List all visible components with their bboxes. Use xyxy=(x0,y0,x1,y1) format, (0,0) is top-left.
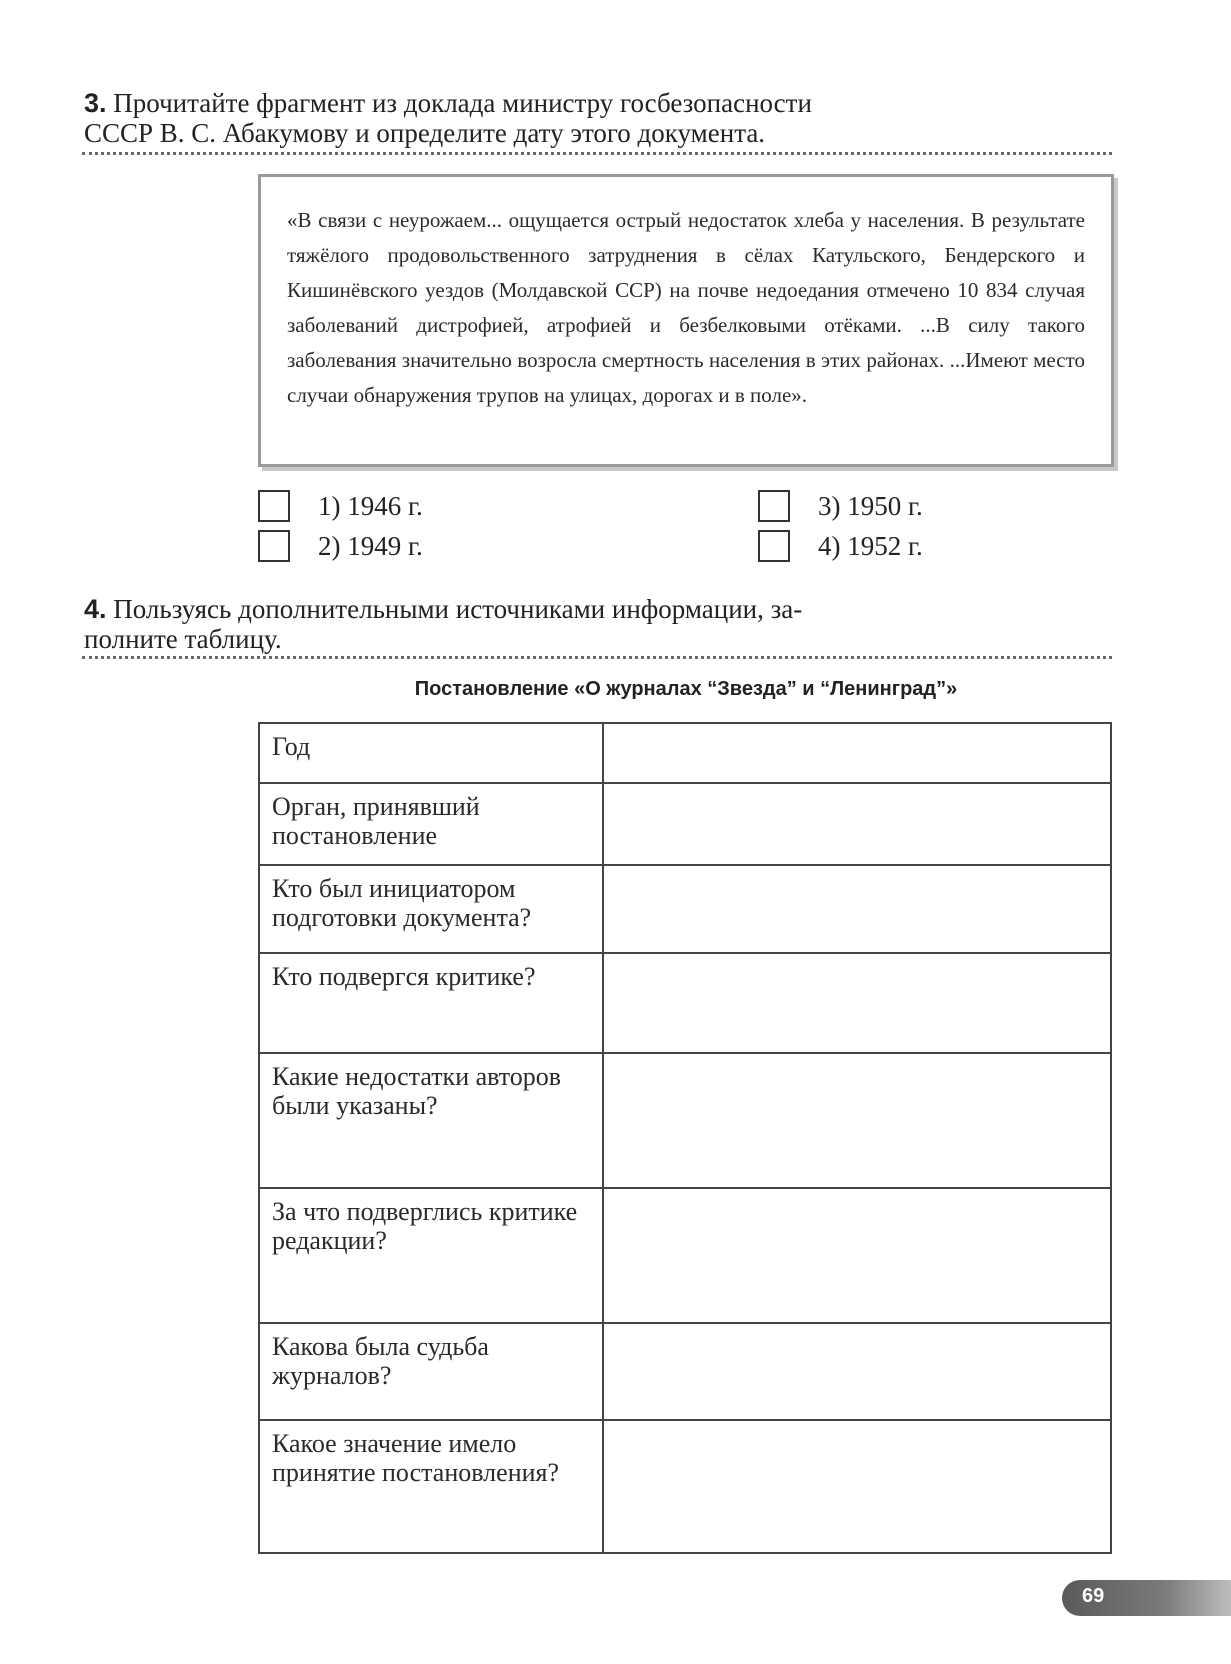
row-question: Кто подвергся критике? xyxy=(259,953,603,1053)
answer-option-4-label: 4) 1952 г. xyxy=(818,530,923,561)
row-question: Орган, принявший постановление xyxy=(259,783,603,865)
task-3-heading-line-1 xyxy=(84,88,964,118)
table-row xyxy=(259,865,1111,953)
table-row xyxy=(259,1323,1111,1420)
answer-option-1-checkbox[interactable] xyxy=(258,490,290,522)
task-3-number: 3. xyxy=(84,88,107,118)
task-4-heading xyxy=(84,594,964,654)
answer-option-1[interactable] xyxy=(258,488,423,524)
row-question: Год xyxy=(259,723,603,783)
task-4-heading-line-1 xyxy=(84,594,964,624)
answer-option-2-checkbox[interactable] xyxy=(258,530,290,562)
row-answer-cell[interactable] xyxy=(603,1323,1111,1420)
answer-option-2-label: 2) 1949 г. xyxy=(318,530,423,561)
row-answer-cell[interactable] xyxy=(603,865,1111,953)
page-number-tab xyxy=(1062,1580,1231,1616)
answer-option-3[interactable] xyxy=(758,488,923,524)
task-4-heading-text: Пользуясь дополнительными источниками информации, за- xyxy=(113,594,803,624)
quote-box xyxy=(258,174,1114,467)
row-answer-cell[interactable] xyxy=(603,783,1111,865)
row-question: Кто был инициатором подготовки документа? xyxy=(259,865,603,953)
answer-option-2[interactable] xyxy=(258,528,423,564)
table-row xyxy=(259,953,1111,1053)
table-row xyxy=(259,1053,1111,1188)
row-question: Какое значение имело принятие постановления? xyxy=(259,1420,603,1553)
task-3-dotted-divider xyxy=(82,152,1112,155)
table-row xyxy=(259,1420,1111,1553)
answer-option-3-label: 3) 1950 г. xyxy=(818,490,923,521)
table-row xyxy=(259,1188,1111,1323)
row-question: Какова была судьба журналов? xyxy=(259,1323,603,1420)
answer-option-1-label: 1) 1946 г. xyxy=(318,490,423,521)
table-caption: Постановление «О журналах “Звезда” и “Ленинград”» xyxy=(414,678,958,700)
quote-text: «В связи с неурожаем... ощущается острый недостаток хлеба у населения. В результате тяжёлого продовольственного затруднения в сёлах Катульского, Бендерского и Кишинёвского уездов (Молдавской ССР) на почве недоедания отмечено 10 834 случая заболеваний дистрофией, атрофией и безбелковыми отёками. ...В силу такого заболевания значительно возросла смертность населения в этих районах. ...Имеют место случаи обнаружения трупов на улицах, дорогах и в поле». xyxy=(287,208,1085,407)
table-row xyxy=(259,783,1111,865)
task-3-heading-line-2: СССР В. С. Абакумову и определите дату этого документа. xyxy=(84,118,766,148)
task-3-heading xyxy=(84,88,964,148)
row-question: За что подверглись критике редакции? xyxy=(259,1188,603,1323)
row-answer-cell[interactable] xyxy=(603,1188,1111,1323)
answer-option-4-checkbox[interactable] xyxy=(758,530,790,562)
task-3-heading-text: Прочитайте фрагмент из доклада министру госбезопасности xyxy=(113,88,812,118)
row-question: Какие недостатки авторов были указаны? xyxy=(259,1053,603,1188)
row-answer-cell[interactable] xyxy=(603,1053,1111,1188)
answer-option-4[interactable] xyxy=(758,528,923,564)
task-4-heading-line-2: полните таблицу. xyxy=(84,624,282,654)
task-4-dotted-divider xyxy=(82,656,1112,659)
answer-option-3-checkbox[interactable] xyxy=(758,490,790,522)
row-answer-cell[interactable] xyxy=(603,1420,1111,1553)
page-number: 69 xyxy=(1082,1585,1105,1607)
task-4-number: 4. xyxy=(84,594,107,624)
table-row xyxy=(259,723,1111,783)
row-answer-cell[interactable] xyxy=(603,953,1111,1053)
fill-in-table xyxy=(258,722,1112,1554)
row-answer-cell[interactable] xyxy=(603,723,1111,783)
